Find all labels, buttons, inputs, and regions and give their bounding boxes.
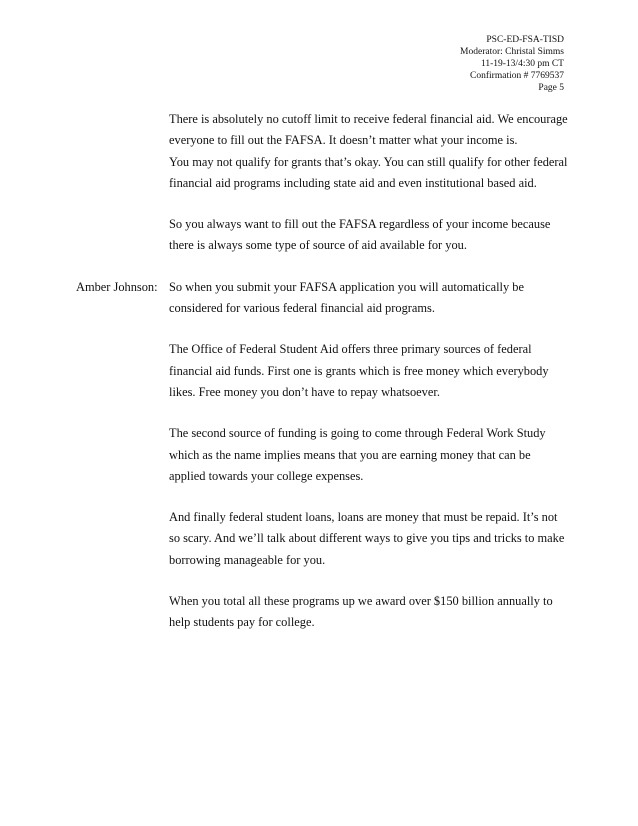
header-moderator: Moderator: Christal Simms	[460, 47, 564, 57]
page-header	[460, 34, 564, 94]
transcript-paragraph: And finally federal student loans, loans are money that must be repaid. It’s not so scary. And we’ll talk about different ways to give you tips and tricks to make borrowing manageable for you.	[169, 510, 565, 567]
transcript-paragraph: The Office of Federal Student Aid offers three primary sources of federal financial aid funds. First one is grants which is free money which everybody likes. Free money you don’t have to repay whatsoever.	[169, 342, 549, 399]
transcript-paragraph: So when you submit your FAFSA application you will automatically be considered for various federal financial aid programs.	[169, 279, 524, 316]
transcript-paragraph: So you always want to fill out the FAFSA regardless of your income because there is always some type of source of aid available for you.	[169, 217, 551, 253]
header-call-id: PSC-ED-FSA-TISD	[486, 35, 564, 45]
header-page-number: Page 5	[538, 83, 564, 93]
transcript-paragraph: You may not qualify for grants that’s okay. You can still qualify for other federal financial aid programs including state aid and even institutional based aid.	[169, 154, 568, 190]
transcript-body	[0, 109, 638, 646]
header-date-time: 11-19-13/4:30 pm CT	[480, 59, 564, 69]
transcript-paragraph: There is absolutely no cutoff limit to receive federal financial aid. We encourage everyone to fill out the FAFSA. It doesn’t matter what your income is.	[169, 112, 568, 148]
header-confirmation: Confirmation # 7769537	[470, 71, 564, 81]
speaker-name: Amber Johnson:	[76, 279, 158, 294]
transcript-paragraph: The second source of funding is going to come through Federal Work Study which as the name implies means that you are earning money that can be applied towards your college expenses.	[169, 426, 546, 483]
transcript-paragraph: When you total all these programs up we award over $150 billion annually to help students pay for college.	[169, 594, 553, 630]
speaker-turn	[0, 277, 638, 320]
